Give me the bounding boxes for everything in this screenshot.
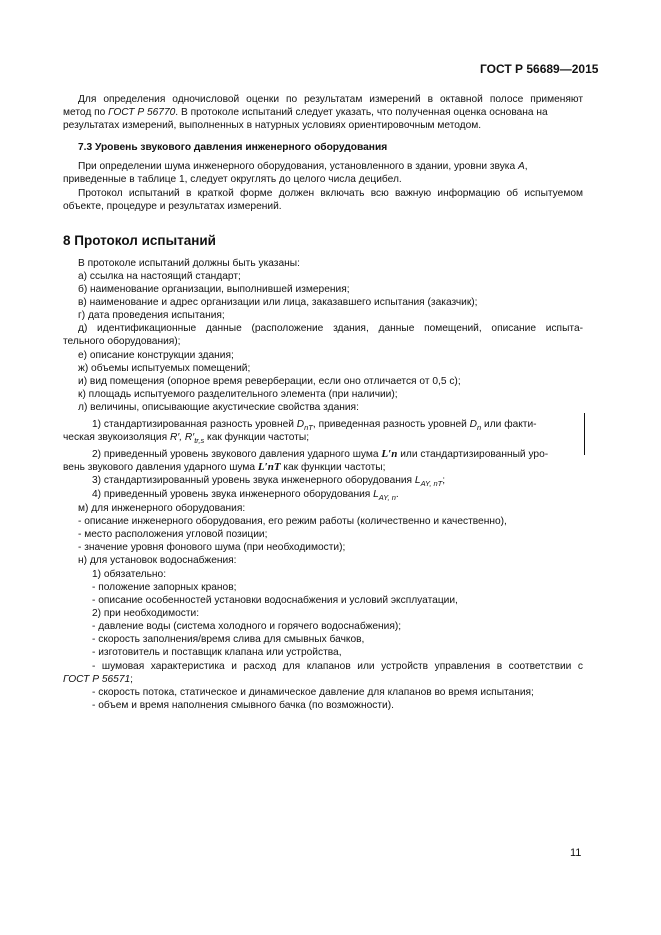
list-item: а) ссылка на настоящий стандарт; bbox=[78, 271, 241, 282]
list-item: б) наименование организации, выполнившей измерения; bbox=[78, 284, 350, 295]
list-item: в) наименование и адрес организации или лица, заказавшего испытания (заказчик); bbox=[78, 297, 478, 308]
sub-item: 1) стандартизированная разность уровней $D_{nT}$, приведенная разность уровней $D_n$ или факти- bbox=[92, 419, 537, 433]
list-item: л) величины, описывающие акустические свойства здания: bbox=[78, 402, 359, 413]
dash-item: - положение запорных кранов; bbox=[92, 582, 237, 593]
list-item: и) вид помещения (опорное время реверберации, если оно отличается от 0,5 с); bbox=[78, 376, 461, 387]
paragraph-line: Для определения одночисловой оценки по результатам измерений в октавной полосе применяют bbox=[78, 94, 583, 105]
list-item: г) дата проведения испытания; bbox=[78, 310, 225, 321]
standard-reference: ГОСТ Р 56770 bbox=[108, 107, 176, 118]
dash-item: - скорость потока, статическое и динамическое давление для клапанов во время испытания; bbox=[92, 687, 534, 698]
symbol-L-prime-n: L′n bbox=[381, 448, 398, 460]
sub-item-cont: вень звукового давления ударного шума L′nT как функции частоты; bbox=[63, 461, 386, 473]
paragraph-line: результатах измерений, выполненных в натурных условиях ориентировочным методом. bbox=[63, 120, 482, 131]
section-heading-7-3: 7.3 Уровень звукового давления инженерного оборудования bbox=[78, 142, 388, 153]
dash-item: - описание инженерного оборудования, его режим работы (количественно и качественно), bbox=[78, 516, 507, 527]
list-item-cont: тельного оборудования); bbox=[63, 336, 181, 347]
list-intro: В протоколе испытаний должны быть указаны: bbox=[78, 258, 300, 269]
sub-item: 4) приведенный уровень звука инженерного оборудования $L_{AY, n}$. bbox=[92, 489, 399, 503]
paragraph-line: объекте, процедуре и результатах измерений. bbox=[63, 201, 282, 212]
document-code: ГОСТ Р 56689—2015 bbox=[480, 62, 599, 76]
list-item: е) описание конструкции здания; bbox=[78, 350, 234, 361]
dash-item-cont: ГОСТ Р 56571; bbox=[63, 674, 133, 685]
sub-item: 2) приведенный уровень звукового давления ударного шума L′n или стандартизированный уро- bbox=[92, 448, 549, 460]
sub-item: 1) обязательно: bbox=[92, 569, 167, 580]
sub-item-cont: ческая звукоизоляция R′, $R'_{tr,s}$ как функции частоты; bbox=[63, 432, 310, 446]
paragraph-line: При определении шума инженерного оборудования, установленного в здании, уровни звука A, bbox=[78, 161, 528, 172]
section-heading-8: 8 Протокол испытаний bbox=[63, 233, 216, 248]
dash-item: - описание особенностей установки водоснабжения и условий эксплуатации, bbox=[92, 595, 458, 606]
list-item: м) для инженерного оборудования: bbox=[78, 503, 246, 514]
list-item: н) для установок водоснабжения: bbox=[78, 555, 237, 566]
symbol-L-prime-nT: L′nT bbox=[257, 461, 281, 473]
dash-item: - изготовитель и поставщик клапана или устройства, bbox=[92, 647, 342, 658]
list-item: д) идентификационные данные (расположение здания, данные помещений, описание испыта- bbox=[78, 323, 583, 334]
change-bar bbox=[584, 413, 585, 455]
sub-item: 3) стандартизированный уровень звука инженерного оборудования $L_{AY, nT}$; bbox=[92, 475, 446, 489]
dash-item: - скорость заполнения/время слива для смывных бачков, bbox=[92, 634, 365, 645]
paragraph-line: метод по ГОСТ Р 56770. В протоколе испытаний следует указать, что полученная оценка основана на bbox=[63, 107, 548, 118]
paragraph-line: приведенные в таблице 1, следует округлять до целого числа децибел. bbox=[63, 174, 402, 185]
sub-item: 2) при необходимости: bbox=[92, 608, 200, 619]
list-item: к) площадь испытуемого разделительного элемента (при наличии); bbox=[78, 389, 398, 400]
standard-reference: ГОСТ Р 56571 bbox=[63, 674, 131, 685]
page-number: 11 bbox=[570, 847, 582, 859]
dash-item: - место расположения угловой позиции; bbox=[78, 529, 268, 540]
list-item: ж) объемы испытуемых помещений; bbox=[78, 363, 251, 374]
dash-item: - объем и время наполнения смывного бачка (по возможности). bbox=[92, 700, 394, 711]
dash-item: - шумовая характеристика и расход для клапанов или устройств управления в соответствии с bbox=[92, 661, 583, 672]
paragraph-line: Протокол испытаний в краткой форме должен включать всю важную информацию об испытуемом bbox=[78, 188, 583, 199]
dash-item: - значение уровня фонового шума (при необходимости); bbox=[78, 542, 346, 553]
dash-item: - давление воды (система холодного и горячего водоснабжения); bbox=[92, 621, 402, 632]
